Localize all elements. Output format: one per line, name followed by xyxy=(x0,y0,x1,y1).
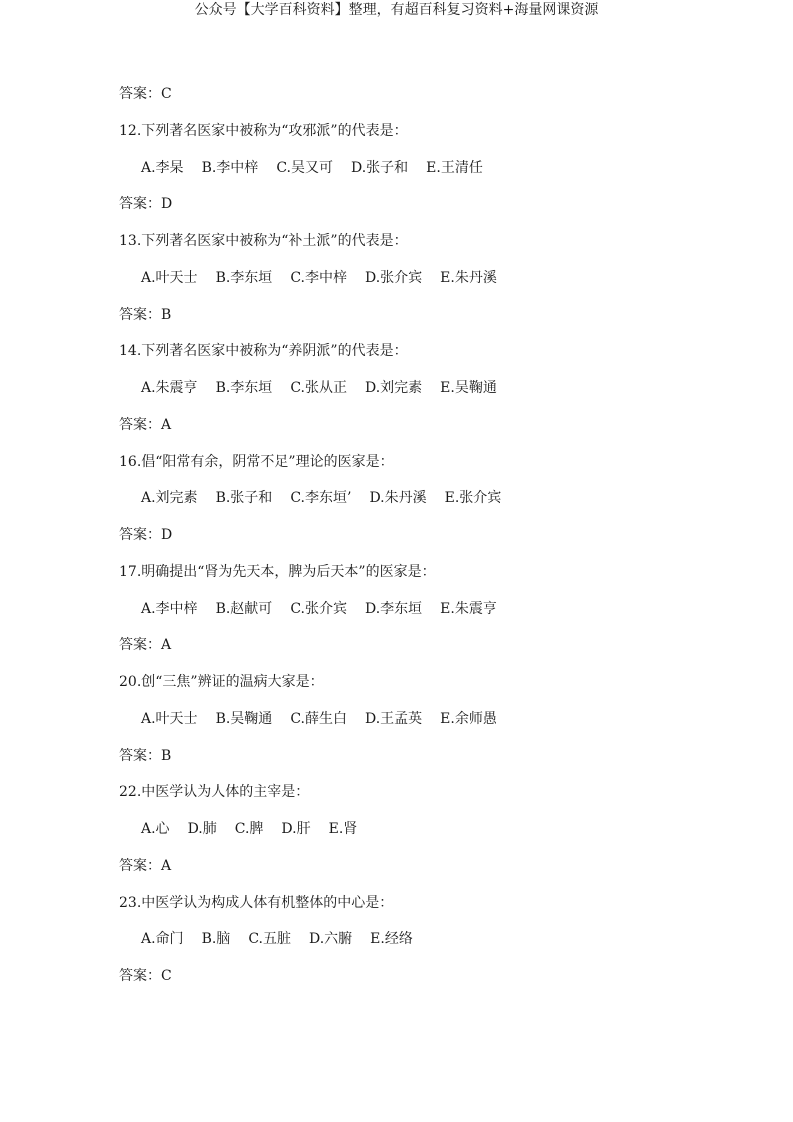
option-item: E.吴鞠通 xyxy=(440,380,497,396)
question-line: 13.下列著名医家中被称为“补土派”的代表是： xyxy=(119,233,408,249)
option-item: A.刘完素 xyxy=(141,490,198,506)
option-item: A.李中梓 xyxy=(141,601,198,617)
option-item: D.李东垣 xyxy=(364,601,423,617)
option-item: D.朱丹溪 xyxy=(369,490,427,506)
option-item: B.李东垣 xyxy=(215,270,273,286)
option-item: A.叶天士 xyxy=(141,270,198,286)
question-line: 12.下列著名医家中被称为“攻邪派”的代表是： xyxy=(119,123,408,139)
options-row xyxy=(141,379,515,397)
answer-line: 答案：A xyxy=(119,637,172,653)
question-line: 16.倡“阳常有余，阴常不足”理论的医家是： xyxy=(119,454,394,470)
option-item: D.刘完素 xyxy=(364,380,423,396)
option-item: A.命门 xyxy=(141,931,184,947)
option-item: C.张介宾 xyxy=(290,601,347,617)
option-item: D.张子和 xyxy=(350,160,409,176)
options-row xyxy=(141,710,515,728)
answer-line: 答案：D xyxy=(119,196,173,212)
options-row xyxy=(141,159,501,177)
option-item: D.肝 xyxy=(281,821,311,837)
options-row xyxy=(141,820,375,838)
question-line: 17.明确提出“肾为先天本，脾为后天本”的医家是： xyxy=(119,564,436,580)
option-item: E.朱震亨 xyxy=(440,601,497,617)
options-row xyxy=(141,489,519,507)
option-item: D.张介宾 xyxy=(364,270,423,286)
option-item: A.叶天士 xyxy=(141,711,198,727)
option-item: E.张介宾 xyxy=(444,490,502,506)
question-line: 14.下列著名医家中被称为“养阴派”的代表是： xyxy=(119,343,408,359)
option-item: A.心 xyxy=(141,821,170,837)
option-item: C.薛生白 xyxy=(290,711,347,727)
option-item: B.赵献可 xyxy=(215,601,273,617)
option-item: C.五脏 xyxy=(248,931,291,947)
option-item: B.李中梓 xyxy=(201,160,259,176)
option-item: C.张从正 xyxy=(290,380,347,396)
question-line: 20.创“三焦”辨证的温病大家是： xyxy=(119,674,324,690)
option-item: C.李中梓 xyxy=(290,270,347,286)
option-item: C.脾 xyxy=(234,821,264,837)
option-item: D.六腑 xyxy=(308,931,353,947)
option-item: E.朱丹溪 xyxy=(440,270,497,286)
option-item: B.李东垣 xyxy=(215,380,273,396)
option-item: A.朱震亨 xyxy=(141,380,198,396)
option-item: E.余师愚 xyxy=(440,711,497,727)
options-row xyxy=(141,269,515,287)
options-row xyxy=(141,600,515,618)
answer-line: 答案：A xyxy=(119,858,172,874)
page-header: 公众号【大学百科资料】整理，有超百科复习资料+海量网课资源 xyxy=(194,2,599,18)
question-line: 23.中医学认为构成人体有机整体的中心是： xyxy=(119,895,394,911)
answer-line: 答案：A xyxy=(119,417,172,433)
options-row xyxy=(141,930,431,948)
option-item: E.经络 xyxy=(370,931,413,947)
option-item: C.李东垣’ xyxy=(290,490,352,506)
answer-line: 答案：D xyxy=(119,527,173,543)
option-item: E.王清任 xyxy=(426,160,483,176)
option-item: E.肾 xyxy=(328,821,358,837)
option-item: D.肺 xyxy=(187,821,217,837)
answer-line: 答案：C xyxy=(119,968,172,984)
option-item: B.张子和 xyxy=(215,490,273,506)
question-line: 22.中医学认为人体的主宰是： xyxy=(119,784,310,800)
option-item: D.王孟英 xyxy=(364,711,423,727)
option-item: A.李杲 xyxy=(141,160,184,176)
option-item: B.吴鞠通 xyxy=(215,711,273,727)
answer-line: 答案：C xyxy=(119,86,172,102)
answer-line: 答案：B xyxy=(119,748,172,764)
option-item: B.脑 xyxy=(201,931,231,947)
answer-line: 答案：B xyxy=(119,307,172,323)
option-item: C.吴又可 xyxy=(276,160,333,176)
